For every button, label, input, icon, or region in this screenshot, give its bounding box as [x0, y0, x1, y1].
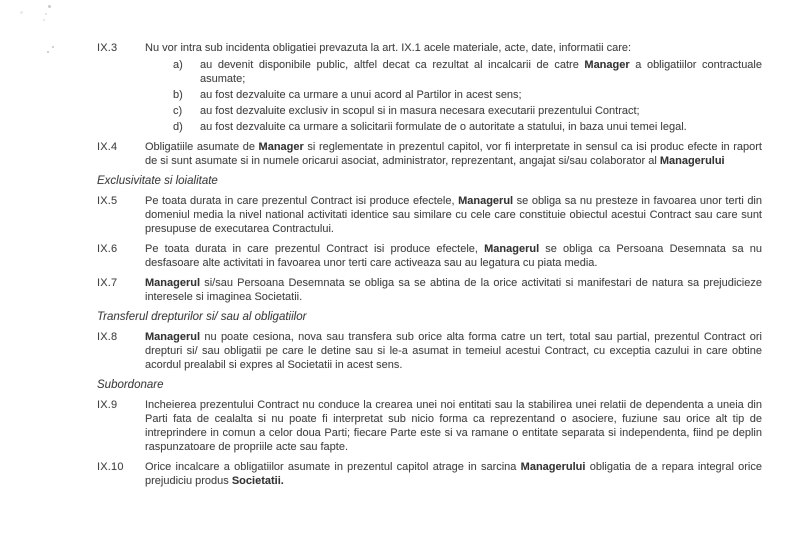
bold-term: Managerul [145, 277, 201, 289]
list-item-text [200, 104, 762, 118]
bold-term: Manager [258, 141, 304, 153]
section-heading: Subordonare [97, 379, 164, 391]
clause-body [145, 140, 762, 168]
clause-body [145, 242, 762, 270]
clause-paragraph [145, 398, 762, 454]
bold-term: Manager [584, 59, 630, 71]
clause-IX.5 [97, 194, 762, 236]
list-item-a [145, 58, 762, 86]
clause-number: IX.7 [97, 277, 118, 289]
text-segment: au devenit disponibile public, altfel decat ca rezultat al incalcarii de catre [200, 59, 585, 71]
bold-term: Managerului [659, 155, 725, 167]
clause-body [145, 276, 762, 304]
clause-IX.10 [97, 460, 762, 488]
text-segment: si/sau Persoana Desemnata se obliga sa se abtina de la orice activitati si manifestari de natura sa prejudicieze interesele si imaginea Societatii. [145, 277, 762, 303]
text-segment: a obligatiilor contractuale asumate; [200, 59, 762, 85]
clause-body [145, 330, 762, 372]
text-segment: obligatia de a repara integral orice prejudiciu produs [145, 461, 762, 487]
text-segment: Pe toata durata in care prezentul Contract isi produce efectele, [145, 195, 459, 207]
text-segment: Nu vor intra sub incidenta obligatiei prevazuta la art. IX.1 acele materiale, acte, date, informatii care: [145, 42, 632, 54]
clause-paragraph [145, 330, 762, 372]
clause-paragraph [145, 41, 762, 55]
list-item-b [145, 88, 762, 102]
clause-IX.3 [97, 41, 762, 134]
scan-noise-speck [45, 13, 47, 15]
clause-body [145, 460, 762, 488]
list-item-text [200, 88, 762, 102]
clause-paragraph [145, 460, 762, 488]
scan-noise-speck [20, 11, 23, 14]
clause-paragraph [145, 140, 762, 168]
list-item-letter: b) [173, 89, 183, 101]
section-heading: Exclusivitate si loialitate [97, 175, 218, 187]
scan-noise-speck [47, 51, 49, 53]
clause-IX.9 [97, 398, 762, 454]
text-segment: au fost dezvaluite ca urmare a unui acord al Partilor in acest sens; [200, 89, 522, 101]
bold-term: Managerul [458, 195, 514, 207]
text-segment: nu poate cesiona, nova sau transfera sub orice alta forma catre un tert, total sau partial, prezentul Contract ori drepturi si/ sau obligatii pe care le detine sau si le-a asumat in temeiul acestui Contract, cu exceptia cazului in care obtine acordul prealabil si expres al Societatii in acest sens. [145, 331, 762, 371]
section-heading: Transferul drepturilor si/ sau al obligatiilor [97, 311, 307, 323]
clause-number: IX.5 [97, 195, 118, 207]
bold-term: Managerul [145, 331, 201, 343]
clause-body [145, 41, 762, 134]
clause-paragraph [145, 242, 762, 270]
list-item-d [145, 120, 762, 134]
clause-paragraph [145, 194, 762, 236]
list-item-c [145, 104, 762, 118]
clause-body [145, 398, 762, 454]
list-item-letter: d) [173, 121, 183, 133]
bold-term: Managerul [484, 243, 540, 255]
clause-IX.7 [97, 276, 762, 304]
text-segment: si reglementate in prezentul capitol, vor fi interpretate in sensul ca isi produc efecte in raport de si sunt asumate si in numele oricarui asociat, administrator, reprezentant, angajat si/sau colaborator al [145, 141, 762, 167]
clause-sublist [145, 58, 762, 134]
scan-noise-speck [43, 19, 45, 21]
clause-number: IX.10 [97, 461, 124, 473]
scan-noise-speck [48, 5, 51, 8]
clause-body [145, 194, 762, 236]
bold-term: Managerului [520, 461, 586, 473]
bold-term: Societatii. [231, 475, 284, 487]
list-item-text [200, 120, 762, 134]
text-segment: se obliga sa nu presteze in favoarea unor terti din domeniul media la nivel national activitati identice sau similare cu cele care constituie obiectul acestui Contract sau care sunt presupuse de executarea Contractului. [145, 195, 762, 235]
text-segment: Pe toata durata in care prezentul Contract isi produce efectele, [145, 243, 485, 255]
clause-number: IX.9 [97, 399, 118, 411]
text-segment: Orice incalcare a obligatiilor asumate in prezentul capitol atrage in sarcina [145, 461, 521, 473]
text-segment: se obliga ca Persoana Desemnata sa nu desfasoare alte activitati in favoarea unor terti care activeaza sau au legatura cu piata media. [145, 243, 762, 269]
text-segment: Incheierea prezentului Contract nu conduce la crearea unei noi entitati sau la stabilirea unei relatii de dependenta a uneia din Parti fata de cealalta si nu poate fi interpretat sub nicio forma ca reprezentand o asociere, fuziune sau orice alt tip de intreprindere in comun a celor doua Parti; fiecare Parte este si va ramane o entitate separata si independenta, fiind pe deplin raspunzatoare de propriile acte sau fapte. [145, 399, 762, 453]
clause-IX.8 [97, 330, 762, 372]
clause-number: IX.3 [97, 42, 118, 54]
clause-number: IX.8 [97, 331, 118, 343]
scan-noise-speck [52, 46, 54, 48]
list-item-letter: c) [173, 105, 183, 117]
clause-IX.6 [97, 242, 762, 270]
clause-IX.4 [97, 140, 762, 168]
list-item-letter: a) [173, 59, 183, 71]
clause-number: IX.4 [97, 141, 118, 153]
text-segment: Obligatiile asumate de [145, 141, 259, 153]
clause-number: IX.6 [97, 243, 118, 255]
list-item-text [200, 58, 762, 86]
clause-paragraph [145, 276, 762, 304]
text-segment: au fost dezvaluite exclusiv in scopul si in masura necesara executarii prezentului Contract; [200, 105, 640, 117]
text-segment: au fost dezvaluite ca urmare a solicitarii formulate de o autoritate a statului, in baza unui temei legal. [200, 121, 687, 133]
